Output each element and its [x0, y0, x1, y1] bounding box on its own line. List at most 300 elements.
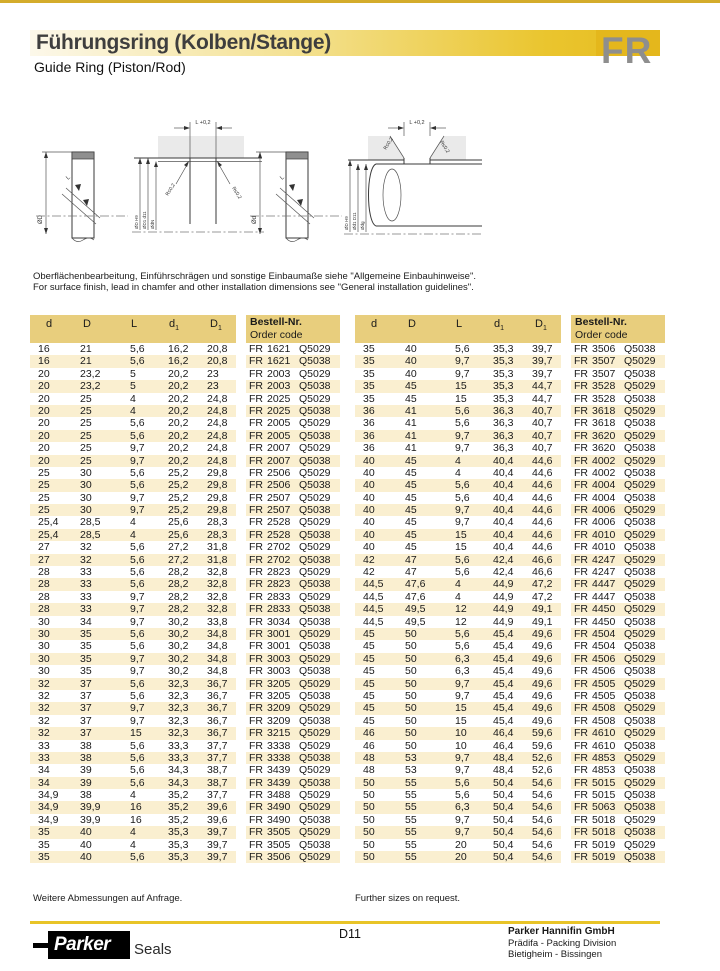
cell-d1: 34,3: [168, 776, 189, 789]
cell-L: 4: [130, 826, 136, 839]
code-variant: Q5038: [299, 665, 331, 678]
cell-D1: 54,6: [532, 801, 553, 814]
cell-D1: 32,8: [207, 578, 228, 591]
code-prefix: FR: [249, 851, 263, 864]
cell-L: 15: [455, 541, 467, 554]
code-variant: Q5038: [624, 491, 656, 504]
cell-L: 4: [455, 454, 461, 467]
cell-D: 50: [405, 727, 417, 740]
code-number: 4505: [592, 689, 616, 702]
dim-label: ØD: [38, 215, 44, 224]
order-header-line2: Order code: [575, 329, 628, 341]
code-prefix: FR: [574, 615, 588, 628]
cell-D: 49,5: [405, 603, 426, 616]
cell-D1: 29,8: [207, 466, 228, 479]
table-row: [30, 516, 340, 528]
table-row: [30, 380, 340, 392]
cell-D1: 36,7: [207, 727, 228, 740]
code-variant: Q5029: [624, 751, 656, 764]
dim-label: L +0,2: [195, 120, 211, 126]
code-prefix: FR: [574, 665, 588, 678]
code-variant: Q5029: [624, 528, 656, 541]
code-variant: Q5038: [299, 714, 331, 727]
code-prefix: FR: [249, 541, 263, 554]
code-prefix: FR: [249, 689, 263, 702]
cell-d: 25: [38, 466, 50, 479]
code-number: 3528: [592, 380, 616, 393]
code-number: 4450: [592, 615, 616, 628]
cell-d: 36: [363, 417, 375, 430]
code-variant: Q5038: [299, 355, 331, 368]
cell-d1: 40,4: [493, 491, 514, 504]
cell-D1: 37,7: [207, 751, 228, 764]
code-prefix: FR: [249, 553, 263, 566]
code-number: 4004: [592, 479, 616, 492]
cell-d: 27: [38, 553, 50, 566]
cell-d: 25,4: [38, 516, 59, 529]
table-row: [30, 801, 340, 813]
code-variant: Q5038: [299, 603, 331, 616]
table-row: [355, 727, 665, 739]
cell-d1: 35,3: [168, 851, 189, 864]
code-variant: Q5038: [624, 714, 656, 727]
cell-d1: 30,2: [168, 665, 189, 678]
table-row: [30, 566, 340, 578]
code-number: 3620: [592, 442, 616, 455]
code-variant: Q5029: [624, 454, 656, 467]
cell-d: 50: [363, 776, 375, 789]
code-number: 4004: [592, 491, 616, 504]
code-number: 5015: [592, 789, 616, 802]
code-number: 2005: [267, 417, 291, 430]
cell-d1: 28,2: [168, 566, 189, 579]
code-variant: Q5029: [299, 516, 331, 529]
cell-D1: 28,3: [207, 528, 228, 541]
cell-d1: 45,4: [493, 652, 514, 665]
table-row: [355, 616, 665, 628]
cell-d: 34,9: [38, 813, 59, 826]
cell-d: 50: [363, 838, 375, 851]
cell-D1: 24,8: [207, 442, 228, 455]
code-variant: Q5029: [299, 343, 331, 355]
cell-D: 40: [80, 851, 92, 864]
code-variant: Q5038: [299, 838, 331, 851]
code-prefix: FR: [249, 826, 263, 839]
cell-D: 50: [405, 627, 417, 640]
cell-d: 16: [38, 355, 50, 368]
cell-d1: 44,9: [493, 603, 514, 616]
cell-L: 9,7: [130, 442, 145, 455]
table-row: [30, 665, 340, 677]
cell-L: 5,6: [130, 851, 145, 864]
code-number: 4853: [592, 764, 616, 777]
code-number: 4506: [592, 652, 616, 665]
cell-d1: 36,3: [493, 417, 514, 430]
code-prefix: FR: [249, 442, 263, 455]
cell-d1: 45,4: [493, 640, 514, 653]
cell-D: 21: [80, 355, 92, 368]
table-row: [355, 628, 665, 640]
table-row: [355, 380, 665, 392]
cell-L: 5,6: [130, 689, 145, 702]
cell-D1: 20,8: [207, 355, 228, 368]
code-variant: Q5038: [624, 689, 656, 702]
cell-L: 15: [455, 714, 467, 727]
cell-d1: 48,4: [493, 764, 514, 777]
cell-D1: 23: [207, 367, 219, 380]
dim-label: L: [279, 174, 286, 182]
code-variant: Q5029: [299, 541, 331, 554]
table-row: [355, 405, 665, 417]
cell-D: 50: [405, 714, 417, 727]
code-variant: Q5038: [624, 516, 656, 529]
cell-d: 35: [363, 392, 375, 405]
cell-L: 9,7: [455, 516, 470, 529]
code-prefix: FR: [574, 466, 588, 479]
cell-D: 30: [80, 504, 92, 517]
cell-L: 4: [455, 578, 461, 591]
table-row: [355, 455, 665, 467]
code-variant: Q5029: [624, 776, 656, 789]
cell-D1: 54,6: [532, 776, 553, 789]
cell-d: 32: [38, 727, 50, 740]
cell-d1: 16,2: [168, 355, 189, 368]
cell-d1: 20,2: [168, 392, 189, 405]
code-prefix: FR: [574, 801, 588, 814]
code-number: 5018: [592, 826, 616, 839]
cell-D: 45: [405, 479, 417, 492]
code-variant: Q5029: [299, 851, 331, 864]
col-header-D: D: [408, 318, 416, 330]
code-number: 4504: [592, 640, 616, 653]
code-prefix: FR: [249, 479, 263, 492]
cell-L: 5,6: [130, 739, 145, 752]
table-row: [30, 591, 340, 603]
code-number: 3505: [267, 826, 291, 839]
table-row: [30, 839, 340, 851]
code-number: 3209: [267, 714, 291, 727]
table-row: [30, 702, 340, 714]
code-prefix: FR: [249, 516, 263, 529]
cell-d1: 20,2: [168, 380, 189, 393]
code-number: 5019: [592, 838, 616, 851]
cell-L: 5,6: [130, 479, 145, 492]
code-number: 3618: [592, 417, 616, 430]
cell-L: 5,6: [455, 566, 470, 579]
cell-D: 34: [80, 615, 92, 628]
table-row: [30, 616, 340, 628]
cell-L: 9,7: [455, 429, 470, 442]
code-variant: Q5029: [624, 603, 656, 616]
cell-D: 47: [405, 553, 417, 566]
code-prefix: FR: [574, 566, 588, 579]
code-number: 2702: [267, 553, 291, 566]
cell-L: 15: [455, 392, 467, 405]
company-division: Prädifa - Packing Division: [508, 937, 617, 949]
code-number: 3505: [267, 838, 291, 851]
col-header-D1: $D_1$: [210, 318, 222, 333]
code-prefix: FR: [574, 479, 588, 492]
code-prefix: FR: [574, 392, 588, 405]
cell-D: 41: [405, 442, 417, 455]
code-number: 3001: [267, 627, 291, 640]
code-prefix: FR: [574, 516, 588, 529]
cell-L: 9,7: [455, 677, 470, 690]
cell-D: 40: [405, 367, 417, 380]
cell-d1: 30,2: [168, 652, 189, 665]
code-number: 3620: [592, 429, 616, 442]
cell-L: 5,6: [455, 640, 470, 653]
cell-d: 44,5: [363, 603, 384, 616]
cell-D1: 44,6: [532, 504, 553, 517]
table-row: [30, 678, 340, 690]
cell-D1: 32,8: [207, 590, 228, 603]
table-row: [30, 368, 340, 380]
code-prefix: FR: [249, 665, 263, 678]
cell-D1: 20,8: [207, 343, 228, 355]
table-row: [30, 777, 340, 789]
cell-D: 39: [80, 776, 92, 789]
cell-D1: 47,2: [532, 578, 553, 591]
cell-d1: 32,3: [168, 702, 189, 715]
code-prefix: FR: [249, 578, 263, 591]
cell-D: 25: [80, 404, 92, 417]
table-row: [30, 355, 340, 367]
code-number: 5018: [592, 813, 616, 826]
cell-D: 49,5: [405, 615, 426, 628]
cell-L: 5,6: [130, 355, 145, 368]
cell-D: 30: [80, 466, 92, 479]
cell-d: 40: [363, 541, 375, 554]
code-prefix: FR: [574, 380, 588, 393]
company-city: Bietigheim - Bissingen: [508, 949, 602, 960]
code-variant: Q5038: [624, 466, 656, 479]
cell-L: 9,7: [130, 454, 145, 467]
col-header-D: D: [83, 318, 91, 330]
code-variant: Q5029: [299, 727, 331, 740]
code-variant: Q5029: [624, 504, 656, 517]
cell-d: 30: [38, 652, 50, 665]
cell-D: 47,6: [405, 590, 426, 603]
cell-D: 50: [405, 739, 417, 752]
cell-d1: 36,3: [493, 429, 514, 442]
code-number: 2833: [267, 590, 291, 603]
table-row: [355, 764, 665, 776]
cell-L: 9,7: [130, 702, 145, 715]
cell-d: 40: [363, 504, 375, 517]
cell-L: 6,3: [455, 652, 470, 665]
code-number: 2823: [267, 566, 291, 579]
table-header: [30, 315, 340, 343]
cell-d1: 25,6: [168, 528, 189, 541]
cell-D1: 37,7: [207, 739, 228, 752]
col-header-d1: $d_1$: [494, 318, 505, 333]
code-prefix: FR: [574, 417, 588, 430]
cell-D: 35: [80, 652, 92, 665]
code-prefix: FR: [249, 528, 263, 541]
code-prefix: FR: [249, 652, 263, 665]
code-variant: Q5029: [299, 417, 331, 430]
cell-D1: 44,6: [532, 528, 553, 541]
cell-D: 35: [80, 665, 92, 678]
dim-label: Ødg: [360, 221, 365, 230]
cell-D: 33: [80, 590, 92, 603]
cell-D: 37: [80, 677, 92, 690]
cell-d1: 35,3: [493, 367, 514, 380]
code-variant: Q5038: [624, 343, 656, 355]
cell-D: 55: [405, 826, 417, 839]
table-row: [355, 801, 665, 813]
code-number: 4002: [592, 466, 616, 479]
code-number: 4508: [592, 714, 616, 727]
cell-D: 55: [405, 801, 417, 814]
cell-d1: 33,3: [168, 739, 189, 752]
code-variant: Q5038: [624, 640, 656, 653]
cell-D1: 24,8: [207, 392, 228, 405]
code-variant: Q5029: [624, 627, 656, 640]
cell-D: 39,9: [80, 801, 101, 814]
code-variant: Q5038: [624, 665, 656, 678]
cell-D: 39,9: [80, 813, 101, 826]
cell-d: 30: [38, 627, 50, 640]
table-row: [355, 541, 665, 553]
cell-d: 34: [38, 776, 50, 789]
cell-D1: 32,8: [207, 603, 228, 616]
code-prefix: FR: [574, 689, 588, 702]
table-row: [355, 715, 665, 727]
order-header-line1: Bestell-Nr.: [575, 316, 627, 328]
code-number: 2528: [267, 528, 291, 541]
code-variant: Q5038: [624, 541, 656, 554]
cell-L: 15: [130, 727, 142, 740]
cell-D1: 28,3: [207, 516, 228, 529]
col-header-d1: $d_1$: [169, 318, 180, 333]
order-header-line2: Order code: [250, 329, 303, 341]
cell-d: 45: [363, 702, 375, 715]
note-en: For surface finish, lead in chamfer and other installation dimensions see "General installation guidelines".: [33, 282, 474, 293]
cell-D: 30: [80, 491, 92, 504]
code-prefix: FR: [249, 739, 263, 752]
cell-L: 4: [130, 516, 136, 529]
code-variant: Q5029: [299, 677, 331, 690]
code-prefix: FR: [249, 454, 263, 467]
cell-D: 23,2: [80, 367, 101, 380]
code-number: 2007: [267, 442, 291, 455]
cell-D1: 39,6: [207, 801, 228, 814]
code-number: 3338: [267, 751, 291, 764]
cell-D1: 46,6: [532, 566, 553, 579]
table-row: [30, 417, 340, 429]
cell-d: 30: [38, 615, 50, 628]
cell-L: 4: [455, 466, 461, 479]
code-variant: Q5029: [299, 652, 331, 665]
table-row: [30, 405, 340, 417]
code-number: 4247: [592, 566, 616, 579]
cell-d1: 45,4: [493, 677, 514, 690]
cell-d: 50: [363, 813, 375, 826]
cell-D1: 40,7: [532, 417, 553, 430]
cell-d1: 35,3: [493, 355, 514, 368]
cell-d1: 46,4: [493, 727, 514, 740]
cell-d: 25: [38, 479, 50, 492]
code-number: 3507: [592, 355, 616, 368]
cell-d1: 40,4: [493, 479, 514, 492]
code-prefix: FR: [574, 603, 588, 616]
code-prefix: FR: [249, 615, 263, 628]
cell-L: 6,3: [455, 801, 470, 814]
cell-D1: 52,6: [532, 751, 553, 764]
cell-d1: 27,2: [168, 553, 189, 566]
cell-d: 50: [363, 789, 375, 802]
code-number: 3507: [592, 367, 616, 380]
cell-D: 55: [405, 789, 417, 802]
cell-d: 46: [363, 727, 375, 740]
cell-D1: 49,1: [532, 603, 553, 616]
code-number: 4610: [592, 727, 616, 740]
code-prefix: FR: [574, 504, 588, 517]
code-number: 3209: [267, 702, 291, 715]
cell-D: 25: [80, 392, 92, 405]
cell-d1: 30,2: [168, 640, 189, 653]
table-row: [30, 467, 340, 479]
table-row: [30, 442, 340, 454]
cell-D1: 40,7: [532, 442, 553, 455]
code-variant: Q5038: [299, 578, 331, 591]
code-number: 3488: [267, 789, 291, 802]
table-row: [30, 393, 340, 405]
cell-d: 40: [363, 491, 375, 504]
table-row: [30, 690, 340, 702]
cell-d1: 35,3: [168, 826, 189, 839]
dim-label: Ød: [252, 215, 258, 224]
cell-d: 36: [363, 404, 375, 417]
cell-D: 47,6: [405, 578, 426, 591]
dim-label: ØD H9: [344, 216, 349, 230]
cell-d: 50: [363, 851, 375, 864]
cell-d: 33: [38, 751, 50, 764]
cell-L: 5: [130, 380, 136, 393]
cell-d1: 40,4: [493, 466, 514, 479]
code-variant: Q5038: [624, 442, 656, 455]
cell-L: 5,6: [130, 578, 145, 591]
cell-L: 9,7: [455, 813, 470, 826]
table-row: [30, 764, 340, 776]
code-prefix: FR: [574, 343, 588, 355]
cell-d1: 50,4: [493, 789, 514, 802]
order-code-header: [246, 315, 340, 343]
code-prefix: FR: [574, 491, 588, 504]
cell-d: 32: [38, 677, 50, 690]
cell-D1: 39,7: [532, 343, 553, 355]
cell-D: 50: [405, 677, 417, 690]
code-variant: Q5029: [624, 727, 656, 740]
cell-D1: 44,7: [532, 392, 553, 405]
cell-d1: 25,2: [168, 479, 189, 492]
dim-label: Ød1 D11: [352, 212, 357, 230]
table-row: [30, 826, 340, 838]
cell-d: 30: [38, 640, 50, 653]
cell-D1: 44,6: [532, 479, 553, 492]
top-accent-line: [0, 0, 720, 3]
code-number: 3205: [267, 689, 291, 702]
code-number: 2003: [267, 380, 291, 393]
cell-d: 20: [38, 380, 50, 393]
code-prefix: FR: [574, 851, 588, 864]
cell-D: 45: [405, 516, 417, 529]
cell-D1: 23: [207, 380, 219, 393]
table-row: [30, 740, 340, 752]
code-variant: Q5038: [299, 813, 331, 826]
